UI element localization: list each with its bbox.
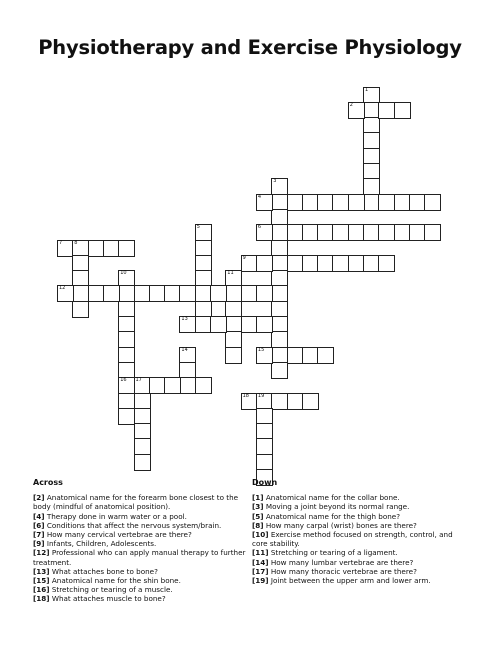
grid-cell[interactable]	[210, 285, 227, 302]
clue-text: Stretching or tearing of a muscle.	[49, 585, 173, 595]
cell-number: 11	[227, 270, 234, 277]
grid-cell[interactable]	[348, 102, 365, 119]
down-clue	[252, 548, 464, 557]
cell-number: 17	[135, 377, 142, 384]
down-clue	[252, 567, 464, 576]
clue-text: What attaches muscle to bone?	[49, 594, 166, 604]
clue-text: Anatomical name for the shin bone.	[49, 576, 181, 586]
clue-number: [14]	[252, 557, 269, 567]
cell-number: 6	[257, 224, 262, 231]
grid-cell[interactable]	[256, 347, 273, 364]
across-clues	[33, 478, 251, 604]
grid-cell[interactable]	[317, 347, 334, 364]
cell-number: 18	[242, 392, 249, 399]
down-clue	[252, 558, 464, 567]
clue-number: [19]	[252, 576, 269, 586]
clue-text: Infants, Children, Adolescents.	[44, 539, 157, 549]
grid-cell[interactable]	[164, 377, 181, 394]
clue-text: How many cervical vertebrae are there?	[44, 530, 192, 540]
across-clue	[33, 521, 251, 530]
clue-number: [9]	[33, 539, 45, 549]
clue-text: Stretching or tearing of a ligament.	[268, 548, 398, 558]
grid-cell[interactable]	[210, 316, 227, 333]
grid-cell[interactable]	[271, 362, 288, 379]
clue-text: Moving a joint beyond its normal range.	[263, 502, 410, 512]
clue-number: [16]	[33, 585, 50, 595]
grid-cell[interactable]	[256, 255, 273, 272]
clue-number: [4]	[33, 511, 45, 521]
clue-text: How many carpal (wrist) bones are there?	[263, 520, 417, 530]
clue-text: Anatomical name for the forearm bone closest to the body (mindful of anatomical position).	[33, 493, 239, 512]
clue-number: [13]	[33, 566, 50, 576]
grid-cell[interactable]	[195, 377, 212, 394]
grid-cell[interactable]	[118, 240, 135, 257]
grid-cell[interactable]	[424, 224, 441, 241]
clue-number: [18]	[33, 594, 50, 604]
grid-cell[interactable]	[256, 224, 273, 241]
across-heading: Across	[33, 478, 63, 487]
cell-number: 4	[257, 193, 262, 200]
down-clues	[252, 478, 464, 585]
clue-text: Therapy done in warm water or a pool.	[44, 511, 187, 521]
down-clue	[252, 521, 464, 530]
across-clue	[33, 512, 251, 521]
down-clue	[252, 576, 464, 585]
puzzle-title: Physiotherapy and Exercise Physiology	[38, 36, 462, 59]
grid-cell[interactable]	[394, 102, 411, 119]
cell-number: 13	[181, 316, 188, 322]
cell-number: 15	[257, 346, 265, 353]
across-clue	[33, 576, 251, 585]
grid-cell[interactable]	[424, 194, 441, 211]
clue-number: [5]	[252, 511, 264, 521]
cell-number: 14	[181, 346, 188, 353]
clue-text: Conditions that affect the nervous system/brain.	[44, 520, 222, 530]
down-clue	[252, 530, 464, 548]
grid-cell[interactable]	[256, 194, 273, 211]
down-clue	[252, 493, 464, 502]
cell-number: 2	[349, 101, 353, 108]
clue-number: [3]	[252, 502, 264, 512]
clue-number: [17]	[252, 566, 269, 576]
across-clue	[33, 493, 251, 511]
clue-text: Exercise method focused on strength, control, and core stability.	[252, 530, 453, 549]
clue-text: How many lumbar vertebrae are there?	[268, 557, 414, 567]
clue-text: What attaches bone to bone?	[49, 566, 158, 576]
clue-number: [10]	[252, 530, 269, 540]
grid-cell[interactable]	[378, 255, 395, 272]
down-clue	[252, 502, 464, 511]
across-clue	[33, 585, 251, 594]
clue-number: [6]	[33, 520, 45, 530]
clue-number: [7]	[33, 530, 45, 540]
grid-cell[interactable]	[302, 393, 319, 410]
grid-cell[interactable]	[179, 285, 196, 302]
grid-cell[interactable]	[348, 194, 365, 211]
grid-cell[interactable]	[72, 301, 89, 318]
down-clue	[252, 512, 464, 521]
cell-number: 19	[257, 392, 265, 399]
cell-number: 10	[120, 270, 127, 277]
clue-number: [8]	[252, 520, 264, 530]
cell-number: 1	[365, 86, 369, 93]
clue-number: [1]	[252, 493, 264, 503]
cell-number: 7	[59, 239, 63, 246]
across-clue	[33, 539, 251, 548]
clue-text: How many thoracic vertebrae are there?	[268, 566, 417, 576]
clue-text: Anatomical name for the thigh bone?	[263, 511, 401, 521]
grid-cell[interactable]	[57, 285, 74, 302]
clue-number: [11]	[252, 548, 269, 558]
across-clue	[33, 594, 251, 603]
grid-cell[interactable]	[103, 285, 120, 302]
cell-number: 12	[59, 285, 66, 292]
clue-text: Professional who can apply manual therapy to further treatment.	[33, 548, 246, 567]
cell-number: 16	[120, 377, 127, 384]
grid-cell[interactable]	[179, 316, 196, 333]
grid-cell[interactable]	[134, 454, 151, 471]
across-clue	[33, 567, 251, 576]
clue-number: [15]	[33, 576, 50, 586]
grid-cell[interactable]	[256, 285, 273, 302]
clue-text: Joint between the upper arm and lower arm.	[268, 576, 431, 586]
down-heading: Down	[252, 478, 278, 487]
across-clue	[33, 530, 251, 539]
cell-number: 3	[273, 178, 277, 185]
cell-number: 8	[74, 239, 78, 246]
grid-cell[interactable]	[256, 316, 273, 333]
clue-text: Anatomical name for the collar bone.	[263, 493, 400, 503]
cell-number: 9	[242, 254, 246, 261]
clue-number: [12]	[33, 548, 50, 558]
cell-number: 5	[196, 224, 200, 231]
across-clue	[33, 548, 251, 566]
grid-cell[interactable]	[225, 347, 242, 364]
clue-number: [2]	[33, 493, 45, 503]
